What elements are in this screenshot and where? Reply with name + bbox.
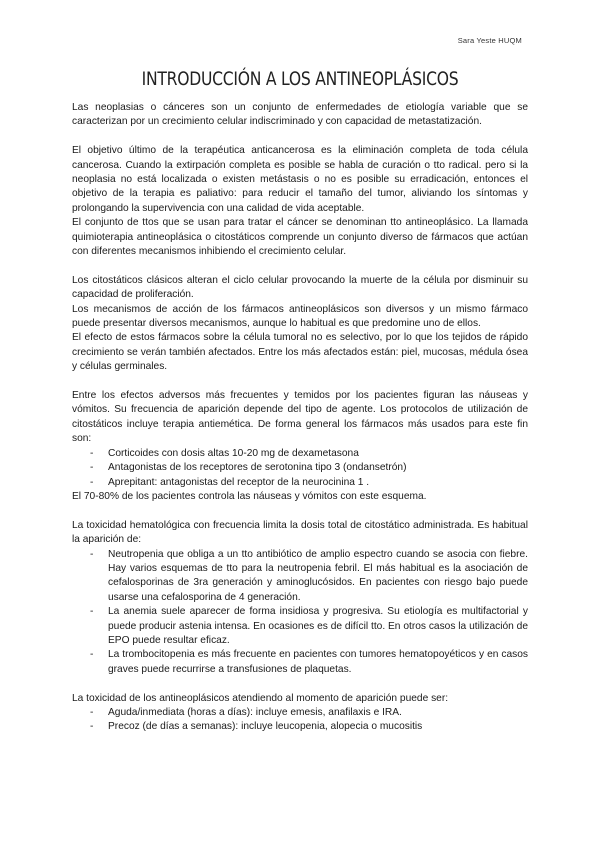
document-body xyxy=(72,101,528,735)
paragraph-mechanisms: Los mecanismos de acción de los fármacos antineoplásicos son diversos y un mismo fármaco puede presentar diversos mecanismos, aunque lo habitual es que predomine uno de ellos. xyxy=(72,303,528,330)
list-item: - Aguda/inmediata (horas a días): incluye emesis, anafilaxis e IRA. xyxy=(72,706,528,720)
paragraph-gap xyxy=(72,130,528,144)
paragraph-control-rate: El 70-80% de los pacientes controla las náuseas y vómitos con este esquema. xyxy=(72,490,427,502)
list-item: - Neutropenia que obliga a un tto antibiótico de amplio espectro cuando se asocia con fiebre. Hay varios esquemas de tto para la neutropenia febril. El más habitual es la asociación de cefalosporinas de 3ra generación y aminoglucósidos. En pacientes con riesgo bajo puede usarse una cefalosporina de 4 generación. xyxy=(72,548,528,606)
list-item: - La trombocitopenia es más frecuente en pacientes con tumores hematopoyéticos y en casos graves puede recurrirse a transfusiones de plaquetas. xyxy=(72,648,528,677)
paragraph-gap xyxy=(72,259,528,273)
list-item: - Aprepitant: antagonistas del receptor de la neurocinina 1 . xyxy=(72,476,528,490)
list-item: - La anemia suele aparecer de forma insidiosa y progresiva. Su etiología es multifactorial y puede producir astenia intensa. En ocasiones es de difícil tto. En otros casos la utilización de EPO puede resultar eficaz. xyxy=(72,605,528,648)
page-title: INTRODUCCIÓN A LOS ANTINEOPLÁSICOS xyxy=(141,68,459,90)
paragraph-gap xyxy=(72,677,528,691)
paragraph-treatment: El conjunto de ttos que se usan para tratar el cáncer se denominan tto antineoplásico. La llamada quimioterapia antineoplásica o citostáticos comprende un conjunto diverso de fármacos que actúan con diferentes mecanismos inhibiendo el crecimiento celular. xyxy=(72,217,528,258)
paragraph-gap xyxy=(72,504,528,518)
list-item: - Corticoides con dosis altas 10-20 mg de dexametasona xyxy=(72,447,528,461)
list-item: - Precoz (de días a semanas): incluye leucopenia, alopecia o mucositis xyxy=(72,720,528,734)
hematologic-list xyxy=(72,548,528,678)
list-item: - Antagonistas de los receptores de serotonina tipo 3 (ondansetrón) xyxy=(72,461,528,475)
paragraph-nausea: Entre los efectos adversos más frecuentes y temidos por los pacientes figuran las náuseas y vómitos. Su frecuencia de aparición depende del tipo de agente. Los protocolos de utilización de citostáticos incluye terapia antiemética. De forma general los fármacos más usados para este fin son: xyxy=(72,390,528,445)
paragraph-cell-cycle: Los citostáticos clásicos alteran el ciclo celular provocando la muerte de la célula por disminuir su capacidad de proliferación. xyxy=(72,274,528,301)
toxicity-timing-list xyxy=(72,706,528,735)
author-header: Sara Yeste HUQM xyxy=(457,36,522,45)
paragraph-hematologic: La toxicidad hematológica con frecuencia limita la dosis total de citostático administrada. Es habitual la aparición de: xyxy=(72,519,528,546)
paragraph-toxicity-timing: La toxicidad de los antineoplásicos atendiendo al momento de aparición puede ser: xyxy=(72,692,449,704)
paragraph-objective: El objetivo último de la terapéutica anticancerosa es la eliminación completa de toda célula cancerosa. Cuando la extirpación completa es posible se habla de curación o tto radical. pero si la neoplasia no está localizada o existen metástasis o no es posible su erradicación, entonces el objetivo de la terapia es paliativo: para reducir el tamaño del tumor, aliviando los síntomas y prolongando la supervivencia con una calidad de vida aceptable. xyxy=(72,145,528,214)
paragraph-intro: Las neoplasias o cánceres son un conjunto de enfermedades de etiología variable que se caracterizan por un crecimiento celular indiscriminado y con capacidad de metastatización. xyxy=(72,102,528,128)
paragraph-selectivity: El efecto de estos fármacos sobre la célula tumoral no es selectivo, por lo que los tejidos de rápido crecimiento se verán también afectados. Entre los más afectados están: piel, mucosas, médula ósea y células germinales. xyxy=(72,332,528,373)
paragraph-gap xyxy=(72,375,528,389)
antiemetic-list xyxy=(72,447,528,490)
